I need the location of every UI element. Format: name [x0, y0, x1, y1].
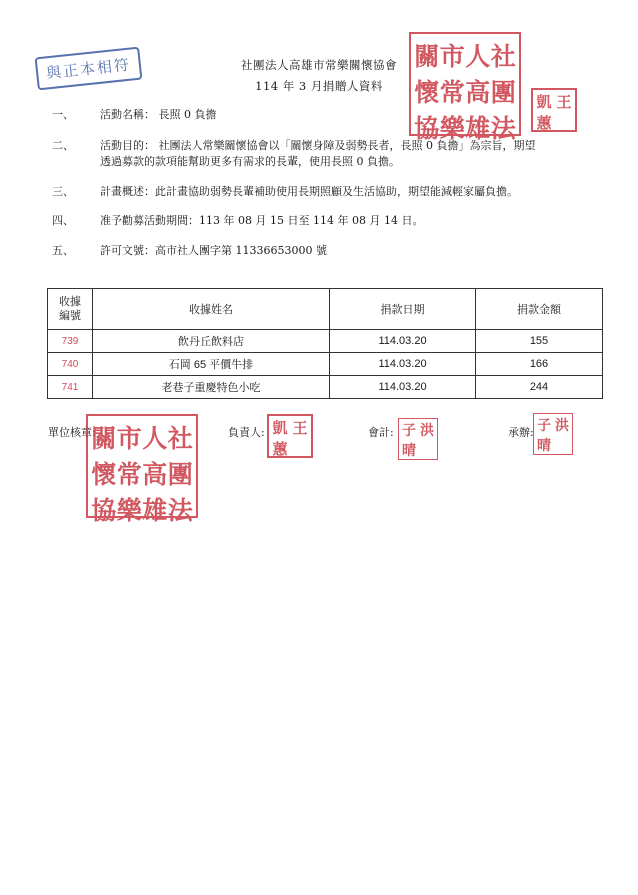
- table-row: [48, 330, 603, 353]
- item-activity-purpose-cont: 透過募款的款項能幫助更多有需求的長輩，使用長照 0 負擔。: [100, 155, 400, 168]
- donation-amount: 155: [476, 330, 603, 353]
- organization-seal: 社 團 法 人 高 雄 市 常 樂 關 懷 協: [409, 32, 521, 136]
- document-subtitle: 114 年 3 月捐贈人資料: [255, 79, 383, 93]
- donor-name: 石岡 65 平價牛排: [93, 353, 330, 376]
- accountant-label: 會計:: [368, 426, 394, 439]
- donation-amount: 166: [476, 353, 603, 376]
- item-permit-number: 五、 許可文號：高市社人團字第 11336653000 號: [52, 244, 327, 257]
- receipt-no: 741: [48, 376, 93, 399]
- donor-name: 飲丹丘飲料店: [93, 330, 330, 353]
- organization-seal-bottom: 社 團 法 人 高 雄 市 常 樂 關 懷 協: [86, 414, 198, 518]
- donation-date: 114.03.20: [330, 376, 476, 399]
- table-row: [48, 353, 603, 376]
- wang-seal-bottom: 王 凱 蕙: [267, 414, 313, 458]
- donor-name: 老巷子重慶特色小吃: [93, 376, 330, 399]
- receipt-no: 739: [48, 330, 93, 353]
- wang-seal: 王 凱 蕙: [531, 88, 577, 132]
- header-receipt-no: 收據 編號: [48, 289, 93, 330]
- header-donation-date: 捐款日期: [330, 289, 476, 330]
- handler-label: 承辦:: [508, 426, 534, 439]
- hong-seal-handler: 洪 子 晴: [533, 413, 573, 455]
- header-receipt-name: 收據姓名: [93, 289, 330, 330]
- item-fundraising-period: 四、 准予勸募活動期間：113 年 08 月 15 日至 114 年 08 月 14 日。: [52, 214, 424, 227]
- donation-date: 114.03.20: [330, 353, 476, 376]
- item-activity-name: 一、 活動名稱： 長照 0 負擔: [52, 108, 217, 121]
- header-donation-amount: 捐款金額: [476, 289, 603, 330]
- table-header-row: [48, 289, 603, 330]
- hong-seal-accountant: 洪 子 晴: [398, 418, 438, 460]
- item-activity-purpose: 二、 活動目的： 社團法人常樂關懷協會以「關懷身障及弱勢長者，長照 0 負擔」為宗旨，期望: [52, 139, 536, 152]
- receipt-no: 740: [48, 353, 93, 376]
- org-title: 社團法人高雄市常樂關懷協會: [241, 58, 397, 72]
- donation-table: [47, 288, 603, 399]
- donation-date: 114.03.20: [330, 330, 476, 353]
- certified-copy-stamp: 與正本相符: [35, 47, 143, 91]
- donation-amount: 244: [476, 376, 603, 399]
- table-row: [48, 376, 603, 399]
- item-plan-overview: 三、 計畫概述：此計畫協助弱勢長輩補助使用長期照顧及生活協助，期望能減輕家屬負擔。: [52, 185, 518, 198]
- unit-seal-label: 單位核章:: [48, 426, 96, 439]
- person-in-charge-label: 負責人:: [228, 426, 265, 439]
